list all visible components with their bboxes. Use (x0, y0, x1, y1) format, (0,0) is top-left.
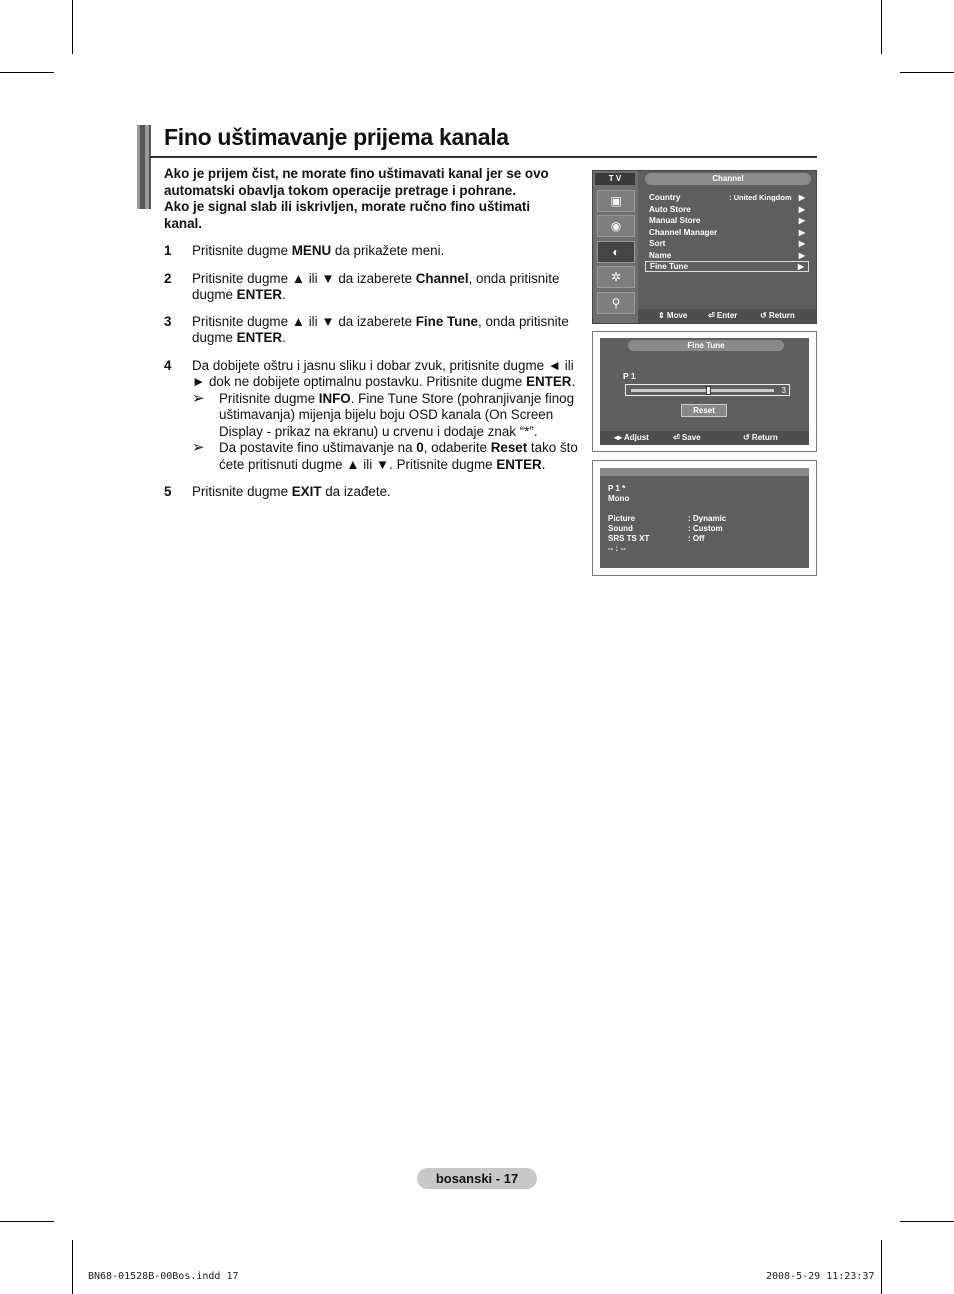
note-text: , odaberite (423, 440, 491, 455)
input-icon[interactable]: ⚲ (597, 292, 635, 314)
key-name: EXIT (291, 484, 322, 499)
crop-mark (72, 0, 73, 54)
crop-mark (881, 1240, 882, 1294)
title-rule (149, 156, 817, 158)
step-text: da prikažete meni. (331, 243, 445, 258)
step-2 (164, 271, 588, 304)
page-number: bosanski - 17 (417, 1168, 537, 1189)
osd-row-country[interactable] (645, 192, 809, 203)
title-accent-bar-inner (145, 125, 149, 209)
osd-row-label: Country (649, 193, 681, 202)
osd-row-value: : United Kingdom (729, 193, 792, 202)
imprint-date: 2008-5-29 11:23:37 (766, 1271, 875, 1282)
crop-mark (900, 1221, 954, 1222)
step-1 (164, 243, 588, 260)
key-name: ENTER (236, 330, 283, 345)
page-title: Fino uštimavanje prijema kanala (164, 124, 509, 150)
value: 0 (416, 440, 424, 455)
step-text: Pritisnite dugme (192, 484, 292, 499)
step-5 (164, 484, 588, 501)
step-number: 2 (164, 270, 172, 286)
osd-menu-header: Channel (645, 173, 811, 185)
imprint-file: BN68-01528B-00Bos.indd 17 (88, 1271, 239, 1282)
intro-line: Ako je signal slab ili iskrivljen, morate ručno fino uštimati (164, 199, 531, 214)
key-name: ENTER (526, 374, 572, 389)
step-number: 4 (164, 357, 172, 373)
key-name: ENTER (236, 287, 283, 302)
osd-row-label: Name (649, 251, 672, 260)
osd-footer (600, 431, 809, 445)
osd-row-auto-store[interactable] (645, 204, 809, 215)
info-value: : Dynamic (688, 514, 727, 523)
note-text: Pritisnite dugme (219, 390, 319, 406)
step-text: Pritisnite dugme (192, 243, 292, 258)
key-name: MENU (291, 243, 332, 258)
move-hint: ⇕ Move (658, 311, 688, 320)
slider-value: 3 (781, 386, 786, 395)
step-text: , onda pritisnite dugme (192, 313, 569, 345)
osd-row-label: Auto Store (649, 205, 691, 214)
info-value: : Off (688, 534, 705, 543)
osd-row-fine-tune[interactable] (645, 261, 809, 272)
osd-row-label: Sort (649, 239, 666, 248)
step-4 (164, 358, 588, 474)
step-text: , onda pritisnite dugme (192, 270, 560, 302)
osd-tv-label: T V (595, 173, 635, 185)
note-arrow-icon: ➢ (192, 389, 205, 407)
arrow-right-icon: ▶ (797, 262, 804, 271)
arrow-right-icon: ▶ (798, 239, 805, 248)
step-text: . (282, 287, 286, 302)
crop-mark (0, 72, 54, 73)
osd-row-name[interactable] (645, 250, 809, 261)
picture-icon[interactable]: ▣ (597, 190, 635, 212)
crop-mark (0, 1221, 54, 1222)
intro-line: automatski obavlja tokom operacije pretrage i pohrane. (164, 182, 516, 198)
step-text: Pritisnite dugme ▲ ili ▼ da izaberete (192, 313, 416, 329)
crop-mark (900, 72, 954, 73)
crop-mark (72, 1240, 73, 1294)
menu-name: Reset (490, 440, 528, 455)
osd-finetune-header: Fine Tune (628, 340, 784, 351)
sound-icon[interactable]: ◉ (597, 215, 635, 237)
return-hint: ↺ Return (743, 433, 778, 442)
key-name: ENTER (496, 456, 542, 472)
adjust-hint: ◂▸ Adjust (614, 433, 649, 442)
note-arrow-icon: ➢ (192, 439, 205, 456)
osd-row-label: Manual Store (649, 216, 701, 225)
note-text: tako što ćete pritisnuti dugme ▲ ili ▼. Pritisnite dugme (219, 440, 578, 472)
info-value: : Custom (688, 524, 723, 533)
slider-track (631, 389, 774, 392)
info-label: Picture (608, 514, 636, 523)
osd-footer (638, 309, 816, 323)
osd-info (600, 468, 809, 568)
arrow-right-icon: ▶ (798, 216, 805, 225)
note-info (192, 391, 588, 441)
crop-mark (881, 0, 882, 54)
arrow-right-icon: ▶ (798, 193, 805, 202)
step-text: . (282, 330, 286, 345)
menu-name: Channel (415, 270, 469, 286)
slider-knob[interactable] (706, 386, 711, 395)
note-text: . Fine Tune Store (pohranjivanje finog uštimavanja) mijenja bijelu boju OSD kanala (On Screen Display - prikaz na ekranu) u crvenu i dodaje znak “*”. (219, 390, 575, 439)
arrow-right-icon: ▶ (798, 228, 805, 237)
osd-row-manual-store[interactable] (645, 215, 809, 226)
osd-finetune (600, 338, 809, 445)
clock: -- : -- (608, 544, 626, 553)
step-number: 3 (164, 313, 172, 329)
intro-line: kanal. (164, 215, 202, 231)
channel-number: P 1 * (608, 484, 626, 493)
arrow-right-icon: ▶ (798, 205, 805, 214)
note-text: . (541, 456, 546, 472)
step-text: . (571, 374, 576, 389)
osd-row-label: Fine Tune (650, 262, 689, 271)
channel-icon[interactable]: ◐ (597, 241, 635, 263)
osd-row-sort[interactable] (645, 238, 809, 249)
intro-line: Ako je prijem čist, ne morate fino uštimavati kanal jer se ovo (164, 166, 549, 181)
return-hint: ↺ Return (760, 311, 795, 320)
step-text: da izađete. (321, 484, 391, 499)
steps-list (164, 243, 588, 511)
info-label: SRS TS XT (608, 534, 650, 543)
info-label: Sound (608, 524, 633, 533)
step-text: Pritisnite dugme ▲ ili ▼ da izaberete (192, 270, 416, 286)
arrow-right-icon: ▶ (798, 251, 805, 260)
osd-row-channel-manager[interactable] (645, 227, 809, 238)
intro-paragraph (164, 166, 584, 232)
step-3 (164, 314, 588, 347)
note-reset (192, 440, 588, 473)
osd-channel-menu (592, 170, 817, 324)
step-text: Da dobijete oštru i jasnu sliku i dobar zvuk, pritisnite dugme ◄ ili ► dok ne dobijete optimalnu postavku. Pritisnite dugme (192, 357, 574, 389)
osd-row-label: Channel Manager (649, 228, 718, 237)
step-number: 5 (164, 484, 172, 499)
fine-tune-slider[interactable] (625, 384, 790, 396)
enter-hint: ⏎ Enter (708, 311, 738, 320)
setup-icon[interactable]: ✲ (597, 266, 635, 288)
audio-mode: Mono (608, 494, 630, 503)
reset-button[interactable]: Reset (681, 404, 727, 417)
menu-name: Fine Tune (415, 313, 478, 329)
key-name: INFO (318, 390, 351, 406)
save-hint: ⏎ Save (673, 433, 701, 442)
channel-number: P 1 (623, 371, 636, 381)
step-number: 1 (164, 243, 172, 258)
note-text: Da postavite fino uštimavanje na (219, 440, 417, 455)
